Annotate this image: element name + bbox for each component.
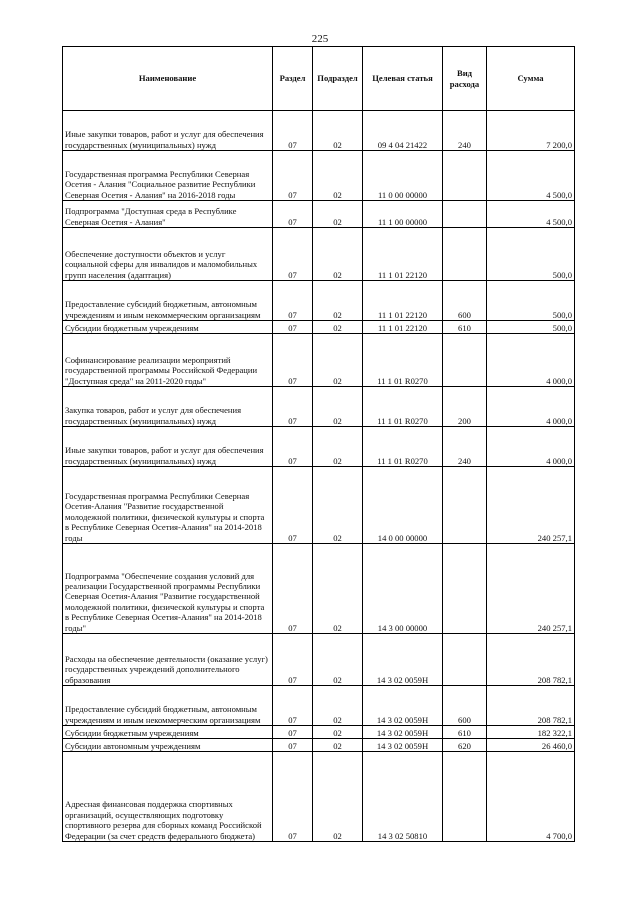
row-subsection: 02 (313, 739, 363, 752)
row-subsection: 02 (313, 726, 363, 739)
page-number: 225 (311, 33, 329, 45)
row-amount: 500,0 (487, 281, 575, 321)
row-amount: 4 000,0 (487, 387, 575, 427)
row-section: 07 (273, 752, 313, 842)
row-section: 07 (273, 427, 313, 467)
row-subsection: 02 (313, 427, 363, 467)
table-row (63, 726, 575, 739)
row-subsection: 02 (313, 387, 363, 427)
row-amount: 4 000,0 (487, 334, 575, 387)
row-target: 11 1 01 22120 (363, 228, 443, 281)
row-section: 07 (273, 201, 313, 228)
row-name: Иные закупки товаров, работ и услуг для обеспечения государственных (муниципальных) нужд (63, 111, 273, 151)
row-name: Субсидии бюджетным учреждениям (63, 726, 273, 739)
row-amount: 7 200,0 (487, 111, 575, 151)
budget-table (62, 46, 575, 842)
row-section: 07 (273, 544, 313, 634)
row-subsection: 02 (313, 151, 363, 201)
row-subsection: 02 (313, 334, 363, 387)
row-amount: 4 500,0 (487, 201, 575, 228)
row-target: 14 0 00 00000 (363, 467, 443, 544)
row-amount: 4 500,0 (487, 151, 575, 201)
row-name: Предоставление субсидий бюджетным, автономным учреждениям и иным некоммерческим организациям (63, 686, 273, 726)
row-section: 07 (273, 467, 313, 544)
header-amount: Сумма (487, 47, 575, 111)
row-expense-type (443, 544, 487, 634)
row-name: Подпрограмма "Доступная среда в Республике Северная Осетия - Алания" (63, 201, 273, 228)
table-row (63, 544, 575, 634)
row-subsection: 02 (313, 228, 363, 281)
row-name: Обеспечение доступности объектов и услуг социальной сферы для инвалидов и маломобильных групп населения (адаптация) (63, 228, 273, 281)
row-expense-type (443, 201, 487, 228)
row-name: Предоставление субсидий бюджетным, автономным учреждениям и иным некоммерческим организациям (63, 281, 273, 321)
table-row (63, 334, 575, 387)
row-target: 11 1 00 00000 (363, 201, 443, 228)
row-subsection: 02 (313, 634, 363, 686)
row-target: 11 1 01 R0270 (363, 427, 443, 467)
row-name: Субсидии бюджетным учреждениям (63, 321, 273, 334)
row-section: 07 (273, 726, 313, 739)
row-amount: 500,0 (487, 321, 575, 334)
row-subsection: 02 (313, 281, 363, 321)
row-target: 11 1 01 R0270 (363, 334, 443, 387)
row-target: 09 4 04 21422 (363, 111, 443, 151)
table-row (63, 387, 575, 427)
row-subsection: 02 (313, 321, 363, 334)
table-row (63, 281, 575, 321)
row-section: 07 (273, 151, 313, 201)
table-row (63, 427, 575, 467)
row-subsection: 02 (313, 686, 363, 726)
row-expense-type: 240 (443, 111, 487, 151)
row-expense-type: 610 (443, 321, 487, 334)
header-name: Наименование (63, 47, 273, 111)
row-section: 07 (273, 334, 313, 387)
row-amount: 4 700,0 (487, 752, 575, 842)
table-row (63, 201, 575, 228)
row-subsection: 02 (313, 111, 363, 151)
row-amount: 500,0 (487, 228, 575, 281)
row-amount: 208 782,1 (487, 686, 575, 726)
row-target: 11 0 00 00000 (363, 151, 443, 201)
row-section: 07 (273, 111, 313, 151)
row-expense-type (443, 228, 487, 281)
row-name: Иные закупки товаров, работ и услуг для обеспечения государственных (муниципальных) нужд (63, 427, 273, 467)
table-row (63, 111, 575, 151)
row-target: 11 1 01 R0270 (363, 387, 443, 427)
row-amount: 26 460,0 (487, 739, 575, 752)
row-amount: 208 782,1 (487, 634, 575, 686)
row-target: 11 1 01 22120 (363, 321, 443, 334)
table-row (63, 739, 575, 752)
row-expense-type (443, 752, 487, 842)
row-section: 07 (273, 387, 313, 427)
row-target: 14 3 02 0059Н (363, 634, 443, 686)
row-expense-type (443, 634, 487, 686)
row-name: Государственная программа Республики Северная Осетия - Алания "Социальное развитие Республики Северная Осетия - Алания" на 2016-2018 годы (63, 151, 273, 201)
row-expense-type (443, 151, 487, 201)
row-name: Адресная финансовая поддержка спортивных организаций, осуществляющих подготовку спортивного резерва для сборных команд Российской Федерации (за счет средств федерального бюджета) (63, 752, 273, 842)
row-expense-type: 200 (443, 387, 487, 427)
header-section: Раздел (273, 47, 313, 111)
row-section: 07 (273, 739, 313, 752)
row-expense-type (443, 334, 487, 387)
table-row (63, 686, 575, 726)
row-name: Подпрограмма "Обеспечение создания условий для реализации Государственной программы Республики Северная Осетия-Алания "Развитие государственной молодежной политики, физической культуры и спорта в Республике Северная Осетия-Алания" на 2014-2018 годы" (63, 544, 273, 634)
header-subsection: Подраздел (313, 47, 363, 111)
table-header-row (63, 47, 575, 111)
row-expense-type (443, 467, 487, 544)
row-amount: 240 257,1 (487, 544, 575, 634)
row-expense-type: 240 (443, 427, 487, 467)
row-name: Софинансирование реализации мероприятий государственной программы Российской Федерации "Доступная среда" на 2011-2020 годы" (63, 334, 273, 387)
row-name: Субсидии автономным учреждениям (63, 739, 273, 752)
row-expense-type: 600 (443, 686, 487, 726)
row-expense-type: 600 (443, 281, 487, 321)
table-row (63, 151, 575, 201)
row-section: 07 (273, 228, 313, 281)
row-section: 07 (273, 281, 313, 321)
row-target: 11 1 01 22120 (363, 281, 443, 321)
header-expense-type: Вид расхода (443, 47, 487, 111)
table-row (63, 467, 575, 544)
row-section: 07 (273, 634, 313, 686)
row-amount: 240 257,1 (487, 467, 575, 544)
row-name: Расходы на обеспечение деятельности (оказание услуг) государственных учреждений дополнительного образования (63, 634, 273, 686)
row-subsection: 02 (313, 201, 363, 228)
row-name: Государственная программа Республики Северная Осетия-Алания "Развитие государственной молодежной политики, физической культуры и спорта в Республике Северная Осетия-Алания" на 2014-2018 годы (63, 467, 273, 544)
row-section: 07 (273, 321, 313, 334)
row-subsection: 02 (313, 752, 363, 842)
row-target: 14 3 00 00000 (363, 544, 443, 634)
row-name: Закупка товаров, работ и услуг для обеспечения государственных (муниципальных) нужд (63, 387, 273, 427)
row-amount: 182 322,1 (487, 726, 575, 739)
row-expense-type: 620 (443, 739, 487, 752)
row-section: 07 (273, 686, 313, 726)
table-row (63, 752, 575, 842)
row-target: 14 3 02 0059Н (363, 686, 443, 726)
row-target: 14 3 02 0059Н (363, 726, 443, 739)
table-row (63, 634, 575, 686)
row-target: 14 3 02 50810 (363, 752, 443, 842)
row-subsection: 02 (313, 544, 363, 634)
row-subsection: 02 (313, 467, 363, 544)
table-row (63, 321, 575, 334)
row-target: 14 3 02 0059Н (363, 739, 443, 752)
header-target: Целевая статья (363, 47, 443, 111)
table-row (63, 228, 575, 281)
row-amount: 4 000,0 (487, 427, 575, 467)
row-expense-type: 610 (443, 726, 487, 739)
